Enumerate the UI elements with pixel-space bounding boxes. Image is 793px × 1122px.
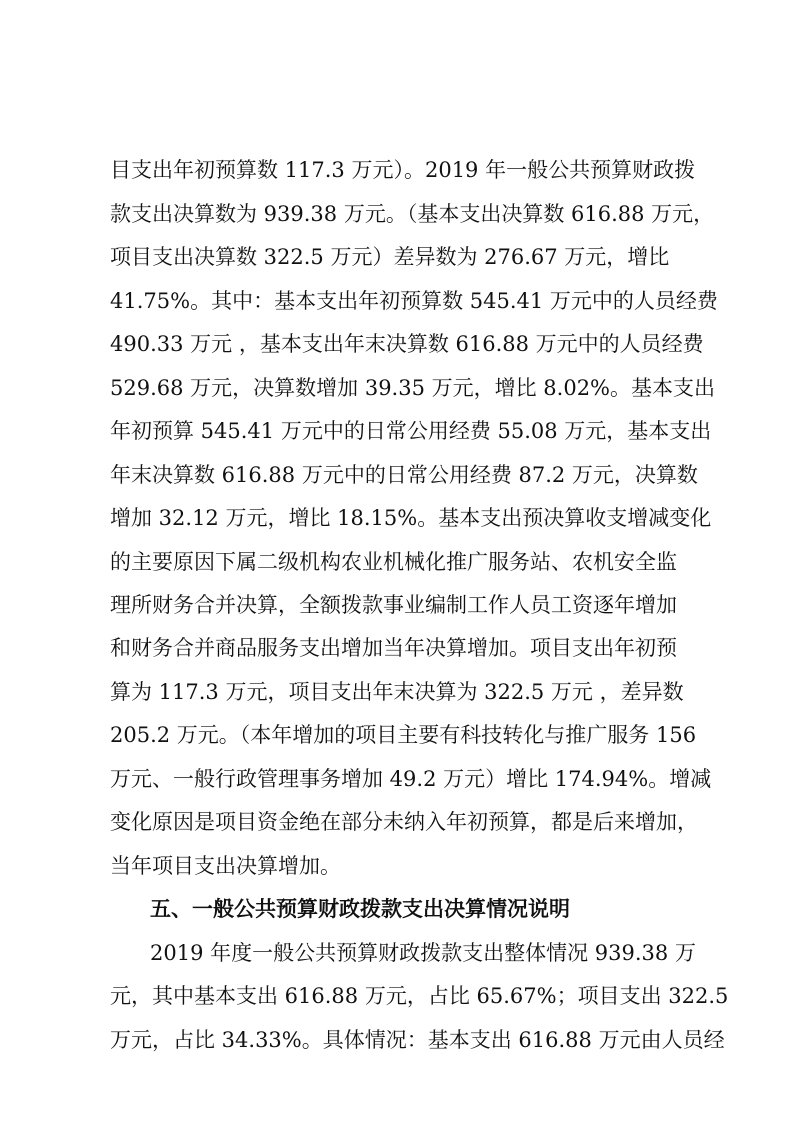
paragraph-line: 算为 117.3 万元，项目支出年末决算为 322.5 万元 ，差异数	[110, 680, 684, 704]
paragraph-line: 款支出决算数为 939.38 万元。（基本支出决算数 616.88 万元，	[110, 202, 715, 226]
paragraph-line: 年末决算数 616.88 万元中的日常公用经费 87.2 万元，决算数	[110, 463, 698, 487]
paragraph-line: 增加 32.12 万元，增比 18.15%。基本支出预决算收支增减变化	[110, 506, 712, 530]
section-heading: 五、一般公共预算财政拨款支出决算情况说明	[150, 896, 570, 921]
paragraph-line: 理所财务合并决算，全额拨款事业编制工作人员工资逐年增加	[110, 593, 677, 617]
paragraph-line: 41.75%。其中：基本支出年初预算数 545.41 万元中的人员经费	[110, 289, 718, 313]
paragraph-line: 项目支出决算数 322.5 万元）差异数为 276.67 万元，增比	[110, 245, 670, 269]
paragraph-line: 变化原因是项目资金绝在部分未纳入年初预算，都是后来增加，	[110, 810, 698, 834]
paragraph-line: 205.2 万元。（本年增加的项目主要有科技转化与推广服务 156	[110, 723, 697, 747]
paragraph-line: 和财务合并商品服务支出增加当年决算增加。项目支出年初预	[110, 636, 677, 660]
paragraph-line: 当年项目支出决算增加。	[110, 854, 341, 878]
paragraph-line: 目支出年初预算数 117.3 万元）。2019 年一般公共预算财政拨	[110, 158, 696, 182]
section-paragraph-line: 万元，占比 34.33%。具体情况：基本支出 616.88 万元由人员经	[110, 1028, 725, 1052]
paragraph-line: 的主要原因下属二级机构农业机械化推广服务站、农机安全监	[110, 550, 677, 574]
paragraph-line: 年初预算 545.41 万元中的日常公用经费 55.08 万元，基本支出	[110, 419, 712, 443]
paragraph-line: 万元、一般行政管理事务增加 49.2 万元）增比 174.94%。增减	[110, 767, 712, 791]
section-paragraph-line: 2019 年度一般公共预算财政拨款支出整体情况 939.38 万	[150, 941, 696, 965]
section-paragraph-line: 元，其中基本支出 616.88 万元，占比 65.67%；项目支出 322.5	[110, 984, 729, 1008]
paragraph-line: 529.68 万元，决算数增加 39.35 万元，增比 8.02%。基本支出	[110, 376, 716, 400]
paragraph-line: 490.33 万元 ，基本支出年末决算数 616.88 万元中的人员经费	[110, 332, 704, 356]
